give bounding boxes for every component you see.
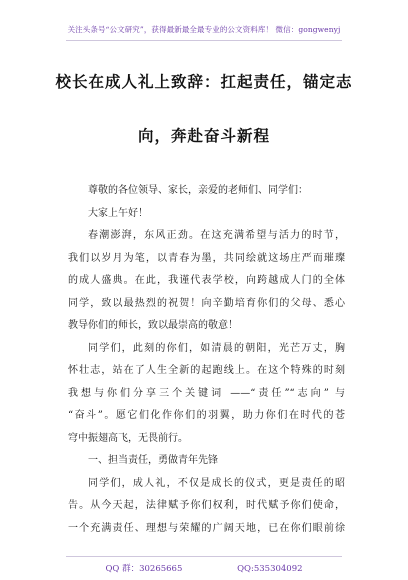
body-line: 春潮澎湃，东风正劲。在这充满希望与活力的时节， [88,230,345,241]
body-line: 同学，致以最热烈的祝贺！向辛勤培育你们的父母、悉心 [68,297,345,309]
body-line: 穹中振翅高飞，无畏前行。 [68,432,188,444]
body-line: 告。从今天起，法律赋予你们权利，时代赋予你们使命， [68,500,345,511]
document-title-line-1: 校长在成人礼上致辞：扛起责任，锚定志 [55,73,353,91]
header-banner: 关注头条号“公文研究”，获得最新最全最专业的公文资料库！ 微信：gongwenyj [67,25,341,34]
section-heading: 一、担当责任，勇做青年先锋 [88,455,218,466]
body-line: 教导你们的师长，致以最崇高的敬意！ [68,320,238,331]
body-line: 的成人盛典。在此，我谨代表学校，向跨越成人门的全体 [68,275,345,286]
body-line: 一个充满责任、理想与荣耀的广阔天地，已在你们眼前徐 [68,522,345,534]
document-title-line-2: 向，奔赴奋斗新程 [137,127,270,145]
body-line: 同学们，成人礼，不仅是成长的仪式，更是责任的昭 [88,477,345,489]
body-line: 我想与你们分享三个关键词 ——“责任”“志向” 与 [68,387,345,399]
body-line: 怀壮志，站在了人生全新的起跑线上。在这个特殊的时刻 [68,365,345,376]
document-body [68,180,345,540]
footer [0,562,408,574]
body-line: “奋斗”。愿它们化作你们的羽翼，助力你们在时代的苍 [68,410,345,421]
body-line: 我们以岁月为笔，以青春为墨，共同绘就这场庄严而璀璨 [68,252,345,264]
footer-qq: QQ:535304092 [237,564,303,574]
footer-qq-group: QQ 群：30265665 [105,564,183,574]
header-rule [66,40,342,41]
footer-rule [66,556,342,557]
greeting: 大家上午好！ [88,207,148,219]
body-line: 同学们，此刻的你们，如清晨的朝阳，光芒万丈，胸 [88,342,345,354]
salutation: 尊敬的各位领导、家长，亲爱的老师们、同学们： [88,185,308,196]
